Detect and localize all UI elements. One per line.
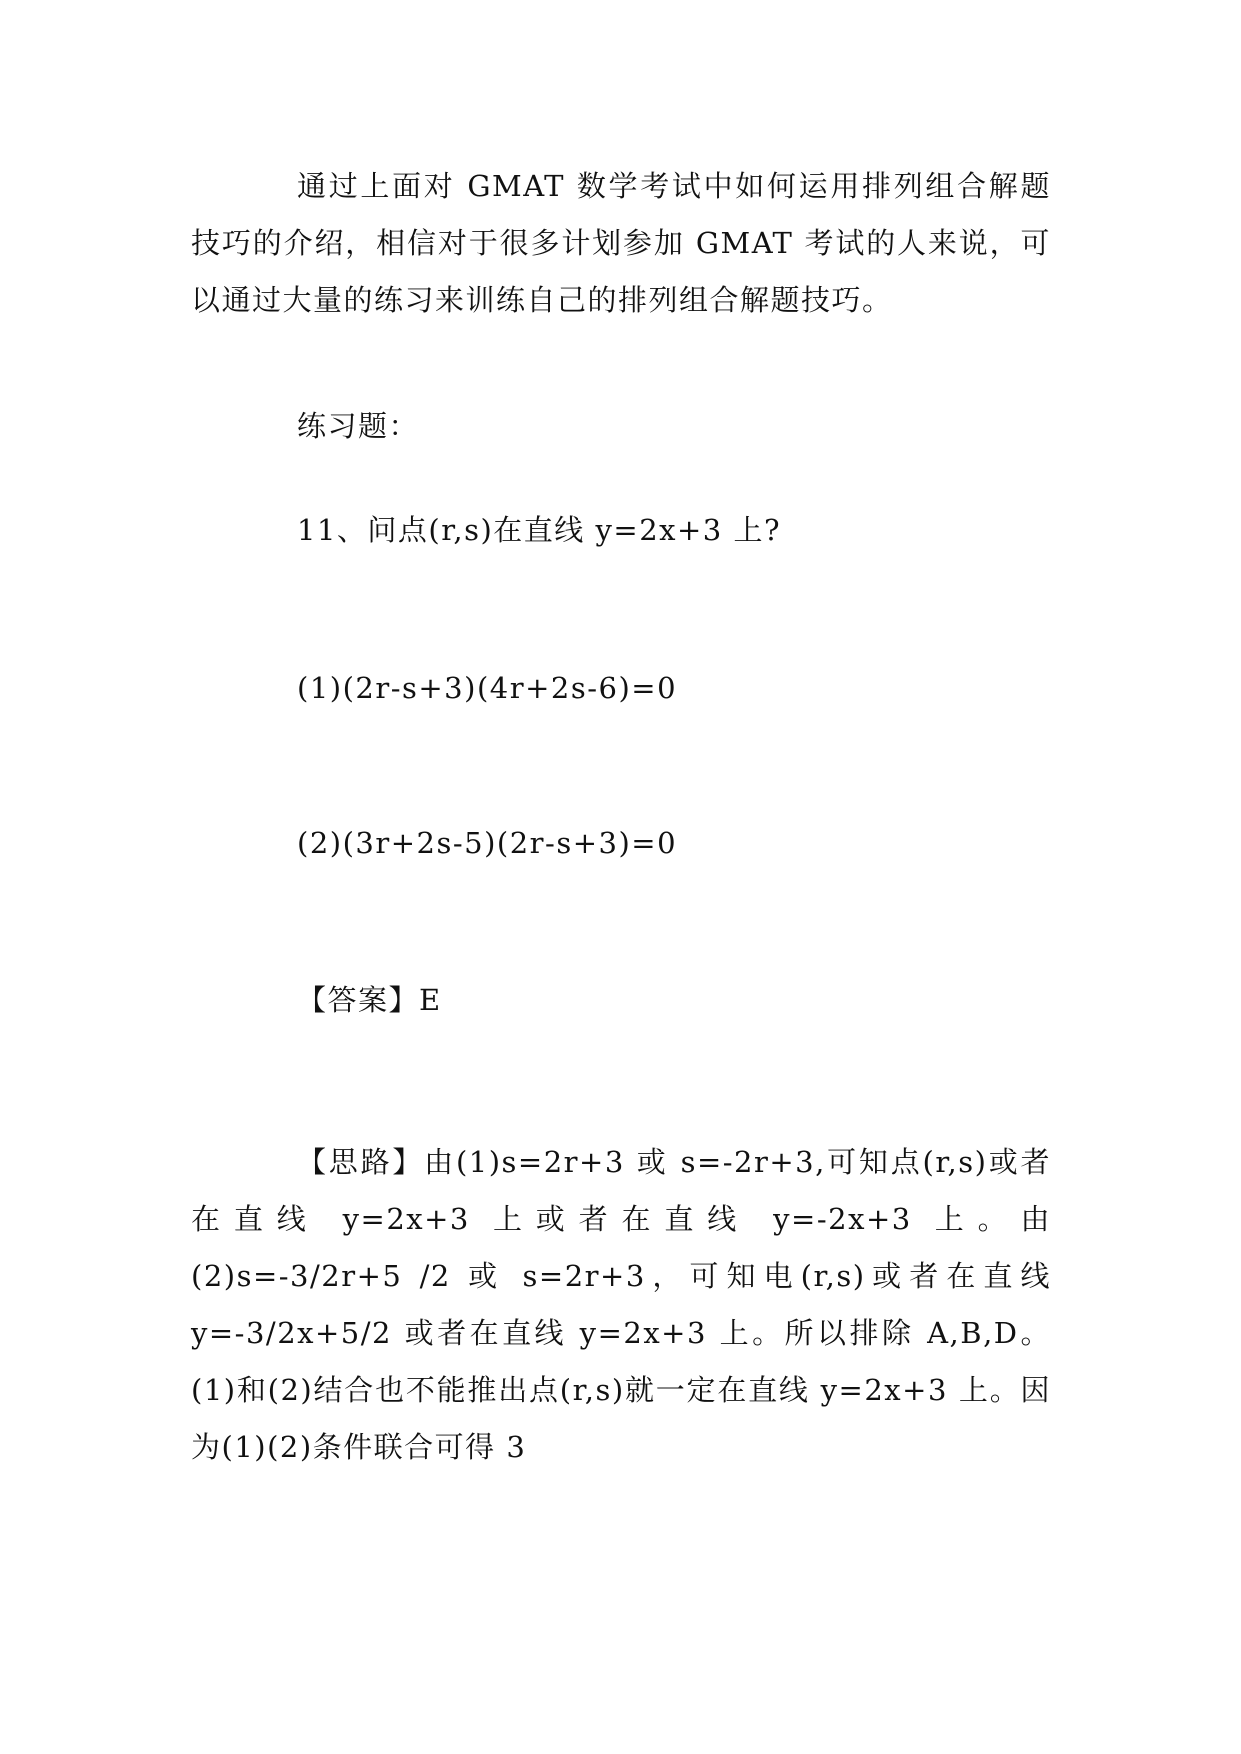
intro-paragraph: 通过上面对 GMAT 数学考试中如何运用排列组合解题技巧的介绍，相信对于很多计划参加 GMAT 考试的人来说，可以通过大量的练习来训练自己的排列组合解题技巧。 [191, 169, 1051, 317]
condition-1: (1)(2r-s+3)(4r+2s-6)=0 [297, 671, 678, 705]
reasoning-paragraph: 【思路】由(1)s=2r+3 或 s=-2r+3,可知点(r,s)或者在直线 y=2x+3 上或者在直线 y=-2x+3 上。由(2)s=-3/2r+5 /2 或 s=2r+3，可知电(r,s)或者在直线 y=-3/2x+5/2 或者在直线 y=2x+3 上。所以排除 A,B,D。(1)和(2)结合也不能推出点(r,s)就一定在直线 y=2x+3 上。因为(1)(2)条件联合可得 3 [191, 1145, 1051, 1464]
answer-text: 【答案】E [297, 983, 442, 1017]
condition-2: (2)(3r+2s-5)(2r-s+3)=0 [297, 826, 678, 860]
question-text: 11、问点(r,s)在直线 y=2x+3 上? [297, 513, 782, 547]
exercise-heading: 练习题： [297, 409, 420, 443]
